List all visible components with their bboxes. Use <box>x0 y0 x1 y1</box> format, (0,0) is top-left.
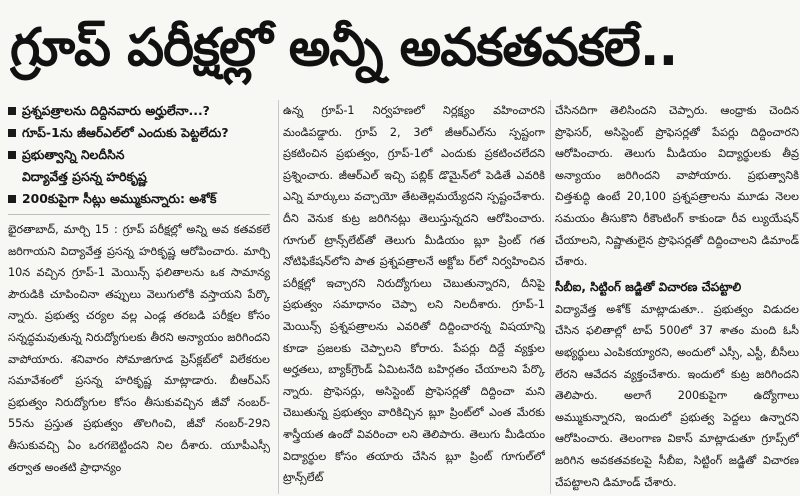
bullet-square-icon <box>8 107 16 115</box>
bullet-point <box>8 188 270 210</box>
article-body-col3-part1: చేసినదిగా తెలిసిందని చెప్పారు. ఆంధ్రాకు చెందిన ప్రొఫెసర్, అసిస్టెంట్ ప్రొఫెసర్లతో పేపర్లు దిద్దించారని ఆరోపించారు. తెలుగు మీడియం విద్యార్థులకు తీవ్ర అన్యాయం జరిగిందని వాపోయారు. ప్రభుత్వానికి చిత్తశుద్ధి ఉంటే 20,100 ప్రశ్నపత్రాలను మూడు నెలల సమయం తీసుకొని రీకౌంటింగ్ కాకుండా రీవ ల్యుయేషన్ చేయాలని, నిష్ణాతులైన ప్రొఫెసర్లతో దిద్దించాలని డిమాండ్ చేశారు. <box>555 104 799 269</box>
bullet-square-icon <box>8 151 16 159</box>
article-column-2 <box>278 100 545 494</box>
bullet-point <box>8 144 270 188</box>
article-column-1 <box>8 100 270 494</box>
section-subheading: సీబీఐ, సిట్టింగ్ జడ్జితో విచారణ చేపట్టాలి <box>555 279 742 294</box>
bullet-text: ప్రభుత్వాన్ని నిలదీసిన <box>22 147 125 162</box>
article-column-3 <box>550 100 799 494</box>
divider <box>8 214 270 215</box>
article-body-col3-part2: విద్యావేత్త అశోక్ మాట్లాడుతూ.. ప్రభుత్వం విడుదల చేసిన ఫలితాల్లో టాప్ 500లో 37 శాతం మంది ఓసీ అభ్యర్థులు ఎంపికయ్యారని, అందులో ఎస్సీ, ఎస్టీ, బీసీలు లేరని ఆవేదన వ్యక్తంచేశారు. ఇందులో కుట్ర జరిగిందని తెలిపారు. అలాగే 200కుపైగా ఉద్యోగాలు అమ్ముకున్నారని, ఇందులో ప్రభుత్వ పెద్దలు ఉన్నారని ఆరోపించారు. తెలంగాణ వికాస్ మాట్లాడుతూ గ్రూప్స్‌లో జరిగిన అవకతవకలపై సీబీఐ, సిట్టింగ్ జడ్జితో విచారణ చేపట్టాలని డిమాండ్ చేశారు. <box>555 302 799 489</box>
bullet-square-icon <box>8 195 16 203</box>
article-body-col1: భైరతాబాద్, మార్చి 15 : గ్రూప్ పరీక్షల్లో అన్ని అవ కతవకలే జరిగాయని విద్యావేత్త ప్రసన్న హరికృష్ణ ఆరోపించారు. మార్చి 10న వచ్చిన గ్రూప్-1 మెయిన్స్ ఫలితాలను ఒక సామాన్య పౌరుడికి చూపించినా తప్పులు వెలుగులోకి వస్తాయని పేర్కొ న్నారు. ప్రభుత్వ చర్యల వల్ల ఎండ్ల తరబడి పరీక్షల కోసం సన్నద్ధమవుతున్న నిరుద్యోగులకు తీరని అన్యాయం జరిగిందని వాపోయారు. శనివారం సోమాజిగూడ ప్రెస్‌క్లబ్‌లో విలేకరుల సమావేశంలో ప్రసన్న హరికృష్ణ మాట్లాడారు. బీఆర్ఎస్ ప్రభుత్వం నిరుద్యోగుల కోసం తీసుకువచ్చిన జీవో నంబర్- 55ను ప్రస్తుత ప్రభుత్వం తొలగించి, జీవో నంబర్-29ని తీసుకువచ్చి ఏం ఒరగబెట్టిందని నిల దీశారు. యూపీఎస్సీ తర్వాత అంతటి ప్రాధాన్యం <box>8 223 270 474</box>
bullet-text: ప్రశ్నపత్రాలను దిద్దినవారు అర్హులేనా...? <box>22 103 210 118</box>
bullet-text: గూప్-1ను జీఆర్ఎల్‌లో ఎందుకు పెట్టలేదు? <box>22 125 229 140</box>
bullet-square-icon <box>8 129 16 137</box>
bullet-point <box>8 100 270 122</box>
bullet-point <box>8 122 270 144</box>
headline: గ్రూప్ పరీక్షల్లో అన్నీ అవకతవకలే.. <box>10 18 678 78</box>
bullet-text: 200కుపైగా సీట్లు అమ్ముకున్నారు: అశోక్ <box>22 191 217 206</box>
article-body-col2: ఉన్న గ్రూప్-1 నిర్వహణలో నిర్లక్ష్యం వహించారని మండిపడ్డారు. గ్రూప్ 2, 3లో జీఆర్ఎల్‌ను స్పష్టంగా ప్రకటించిన ప్రభుత్వం, గ్రూప్-1లో ఎందుకు ప్రకటించలేదని ప్రశ్నించారు. జీఆర్ఎల్ ఇచ్చి పబ్లిక్ డొమైన్‌లో పెడితే ఎవరికి ఎన్ని మార్కులు వచ్చాయో తేటతెల్లమయ్యేదని స్పష్టంచేశారు. దీని వెనుక కుట్ర జరిగినట్లు తెలుస్తున్నదని ఆరోపించారు. గూగుల్ ట్రాన్స్‌లేట్‌తో తెలుగు మీడియం బ్లూ ప్రింట్ గత నోటిఫికేషన్‌లోని పాత ప్రశ్నపత్రాలనే అక్టోబ ర్‌లో నిర్వహించిన పరీక్షల్లో ఇచ్చారని నిరుద్యోగులు చెబుతున్నారని, దీనిపై ప్రభుత్వం సమాధానం చెప్పా లని నిలదీశారు. గ్రూప్-1 మెయిన్స్ ప్రశ్నపత్రాలను ఎవరితో దిద్దించారన్న విషయాన్ని కూడా ప్రజలకు చెప్పాలని కోరారు. పేపర్లు దిద్దే వ్యక్తుల అర్హతలు, బ్యాక్‌గ్రౌండ్ ఏమిటనేది బహిర్గతం చేయాలని పేర్కొ న్నారు. ప్రొఫెసర్లు, అసిస్టెంట్ ప్రొఫెసర్లతో దిద్దించా మని చెబుతున్న ప్రభుత్వం వారికిచ్చిన బ్లూ ప్రింట్‌లో ఎంత మేరకు శాస్త్రీయత ఉందో వివరించా లని తెలిపారు. తెలుగు మీడియం విద్యార్థుల కోసం తయారు చేసిన బ్లూ ప్రింట్ గూగుల్‌లో ట్రాన్స్‌లేట్ <box>283 104 545 485</box>
bullet-text-continued: విద్యావేత్త ప్రసన్న హరికృష్ణ <box>22 169 147 184</box>
